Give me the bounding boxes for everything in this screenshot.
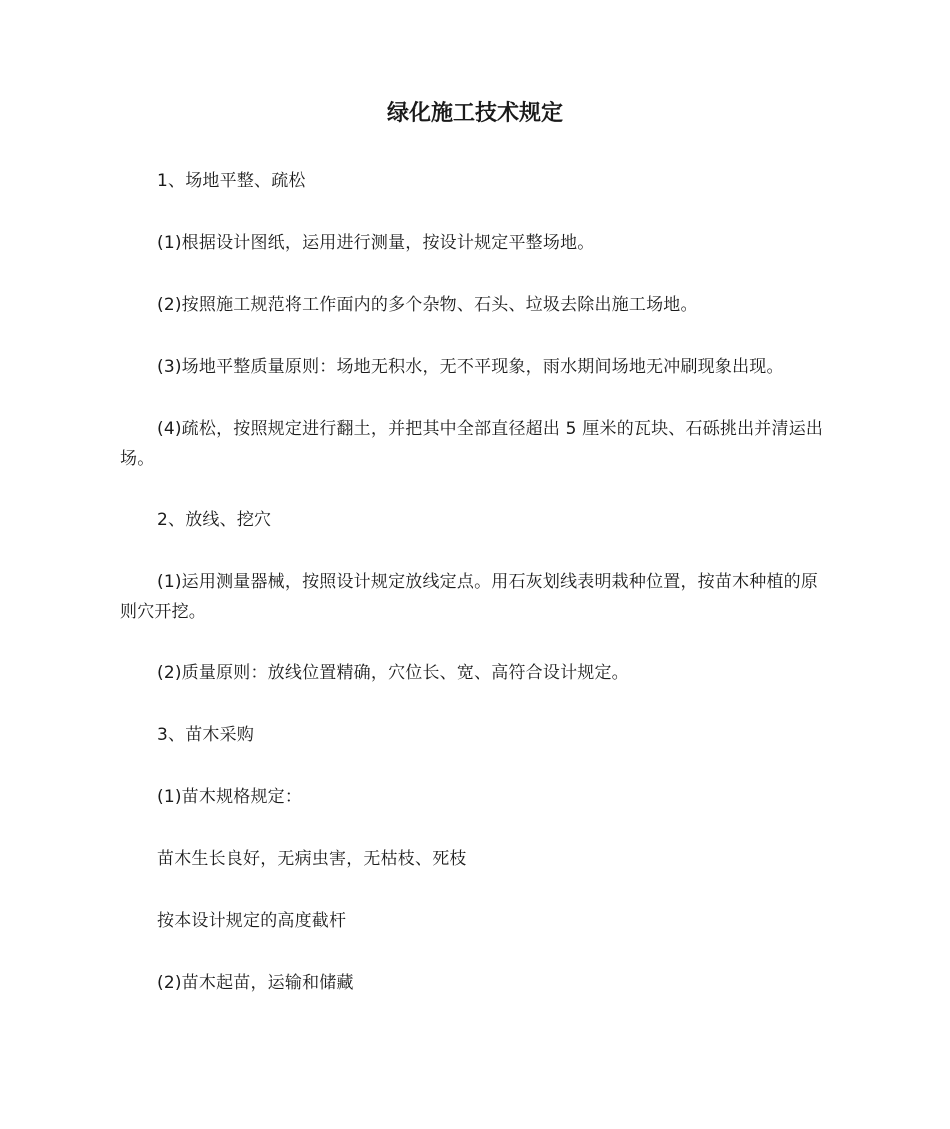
paragraph: (1)运用测量器械，按照设计规定放线定点。用石灰划线表明栽种位置，按苗木种植的原则穴开挖。 — [120, 572, 819, 622]
paragraph: (2)质量原则：放线位置精确，穴位长、宽、高符合设计规定。 — [157, 663, 629, 683]
paragraph: (4)疏松，按照规定进行翻土，并把其中全部直径超出 5 厘米的瓦块、石砾挑出并清运出场。 — [120, 419, 824, 469]
section-heading: 2、放线、挖穴 — [157, 510, 272, 530]
paragraph: 苗木生长良好，无病虫害，无枯枝、死枝 — [157, 849, 467, 869]
section-heading: 1、场地平整、疏松 — [157, 171, 306, 191]
paragraph: (1)苗木规格规定： — [157, 787, 303, 807]
paragraph: (2)按照施工规范将工作面内的多个杂物、石头、垃圾去除出施工场地。 — [157, 295, 698, 315]
document-title: 绿化施工技术规定 — [386, 101, 563, 126]
paragraph: 按本设计规定的高度截杆 — [157, 911, 347, 931]
paragraph: (2)苗木起苗，运输和储藏 — [157, 973, 354, 993]
section-heading: 3、苗木采购 — [157, 725, 255, 745]
paragraph: (1)根据设计图纸，运用进行测量，按设计规定平整场地。 — [157, 233, 595, 253]
paragraph: (3)场地平整质量原则：场地无积水，无不平现象，雨水期间场地无冲刷现象出现。 — [157, 357, 784, 377]
